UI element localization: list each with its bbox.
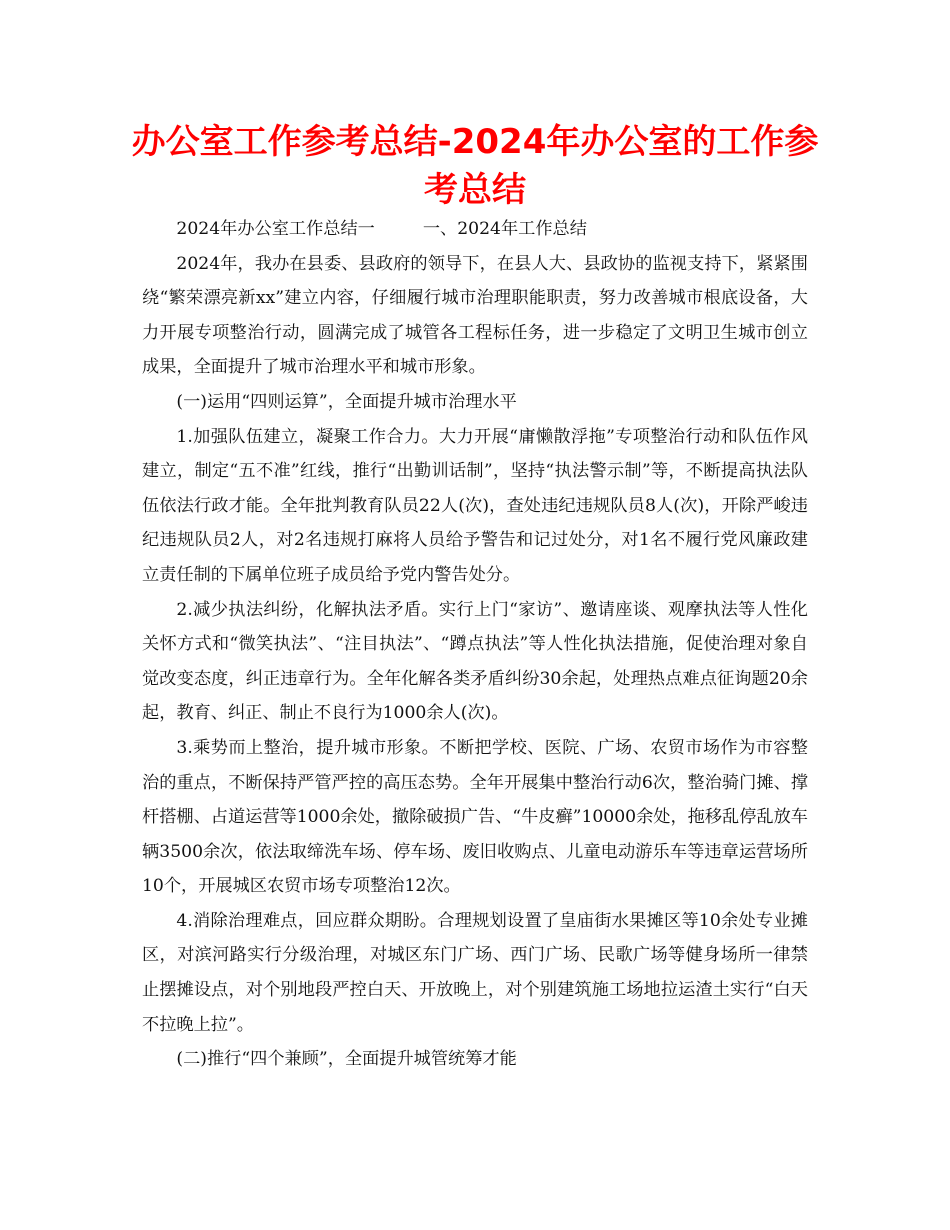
- paragraph: 2.减少执法纠纷，化解执法矛盾。实行上门“家访”、邀请座谈、观摩执法等人性化关怀方式和“微笑执法”、“注目执法”、“蹲点执法”等人性化执法措施，促使治理对象自觉改变态度，纠正违章行为。全年化解各类矛盾纠纷30余起，处理热点难点征询题20余起，教育、纠正、制止不良行为1000余人(次)。: [142, 599, 808, 724]
- intro-left: 2024年办公室工作总结一: [176, 219, 375, 239]
- intro-right: 一、2024年工作总结: [422, 219, 587, 239]
- paragraph: 2024年，我办在县委、县政府的领导下，在县人大、县政协的监视支持下，紧紧围绕“繁荣漂亮新xx”建立内容，仔细履行城市治理职能职责，努力改善城市根底设备，大力开展专项整治行动，圆满完成了城管各工程标任务，进一步稳定了文明卫生城市创立成果，全面提升了城市治理水平和城市形象。: [142, 253, 808, 378]
- section-heading: (二)推行“四个兼顾”，全面提升城管统筹才能: [176, 1049, 517, 1070]
- paragraph: 1.加强队伍建立，凝聚工作合力。大力开展“庸懒散浮拖”专项整治行动和队伍作风建立，制定“五不准”红线，推行“出勤训话制”，坚持“执法警示制”等，不断提高执法队伍依法行政才能。全年批判教育队员22人(次)，查处违纪违规队员8人(次)，开除严峻违纪违规队员2人，对2名违规打麻将人员给予警告和记过处分，对1名不履行党风廉政建立责任制的下属单位班子成员给予党内警告处分。: [142, 426, 808, 585]
- section-heading: (一)运用“四则运算”，全面提升城市治理水平: [176, 391, 517, 412]
- document-title: 办公室工作参考总结-2024年办公室的工作参考总结: [131, 122, 819, 210]
- intro-line: [142, 212, 808, 247]
- document-body: [142, 212, 808, 1077]
- paragraph: 4.消除治理难点，回应群众期盼。合理规划设置了皇庙街水果摊区等10余处专业摊区，对滨河路实行分级治理，对城区东门广场、西门广场、民歌广场等健身场所一律禁止摆摊设点，对个别地段严控白天、开放晚上，对个别建筑施工场地拉运渣土实行“白天不拉晚上拉”。: [142, 910, 808, 1035]
- paragraph: 3.乘势而上整治，提升城市形象。不断把学校、医院、广场、农贸市场作为市容整治的重点，不断保持严管严控的高压态势。全年开展集中整治行动6次，整治骑门摊、撑杆搭棚、占道运营等1000余处，撤除破损广告、“牛皮癣”10000余处，拖移乱停乱放车辆3500余次，依法取缔洗车场、停车场、废旧收购点、儿童电动游乐车等违章运营场所10个，开展城区农贸市场专项整治12次。: [142, 737, 808, 897]
